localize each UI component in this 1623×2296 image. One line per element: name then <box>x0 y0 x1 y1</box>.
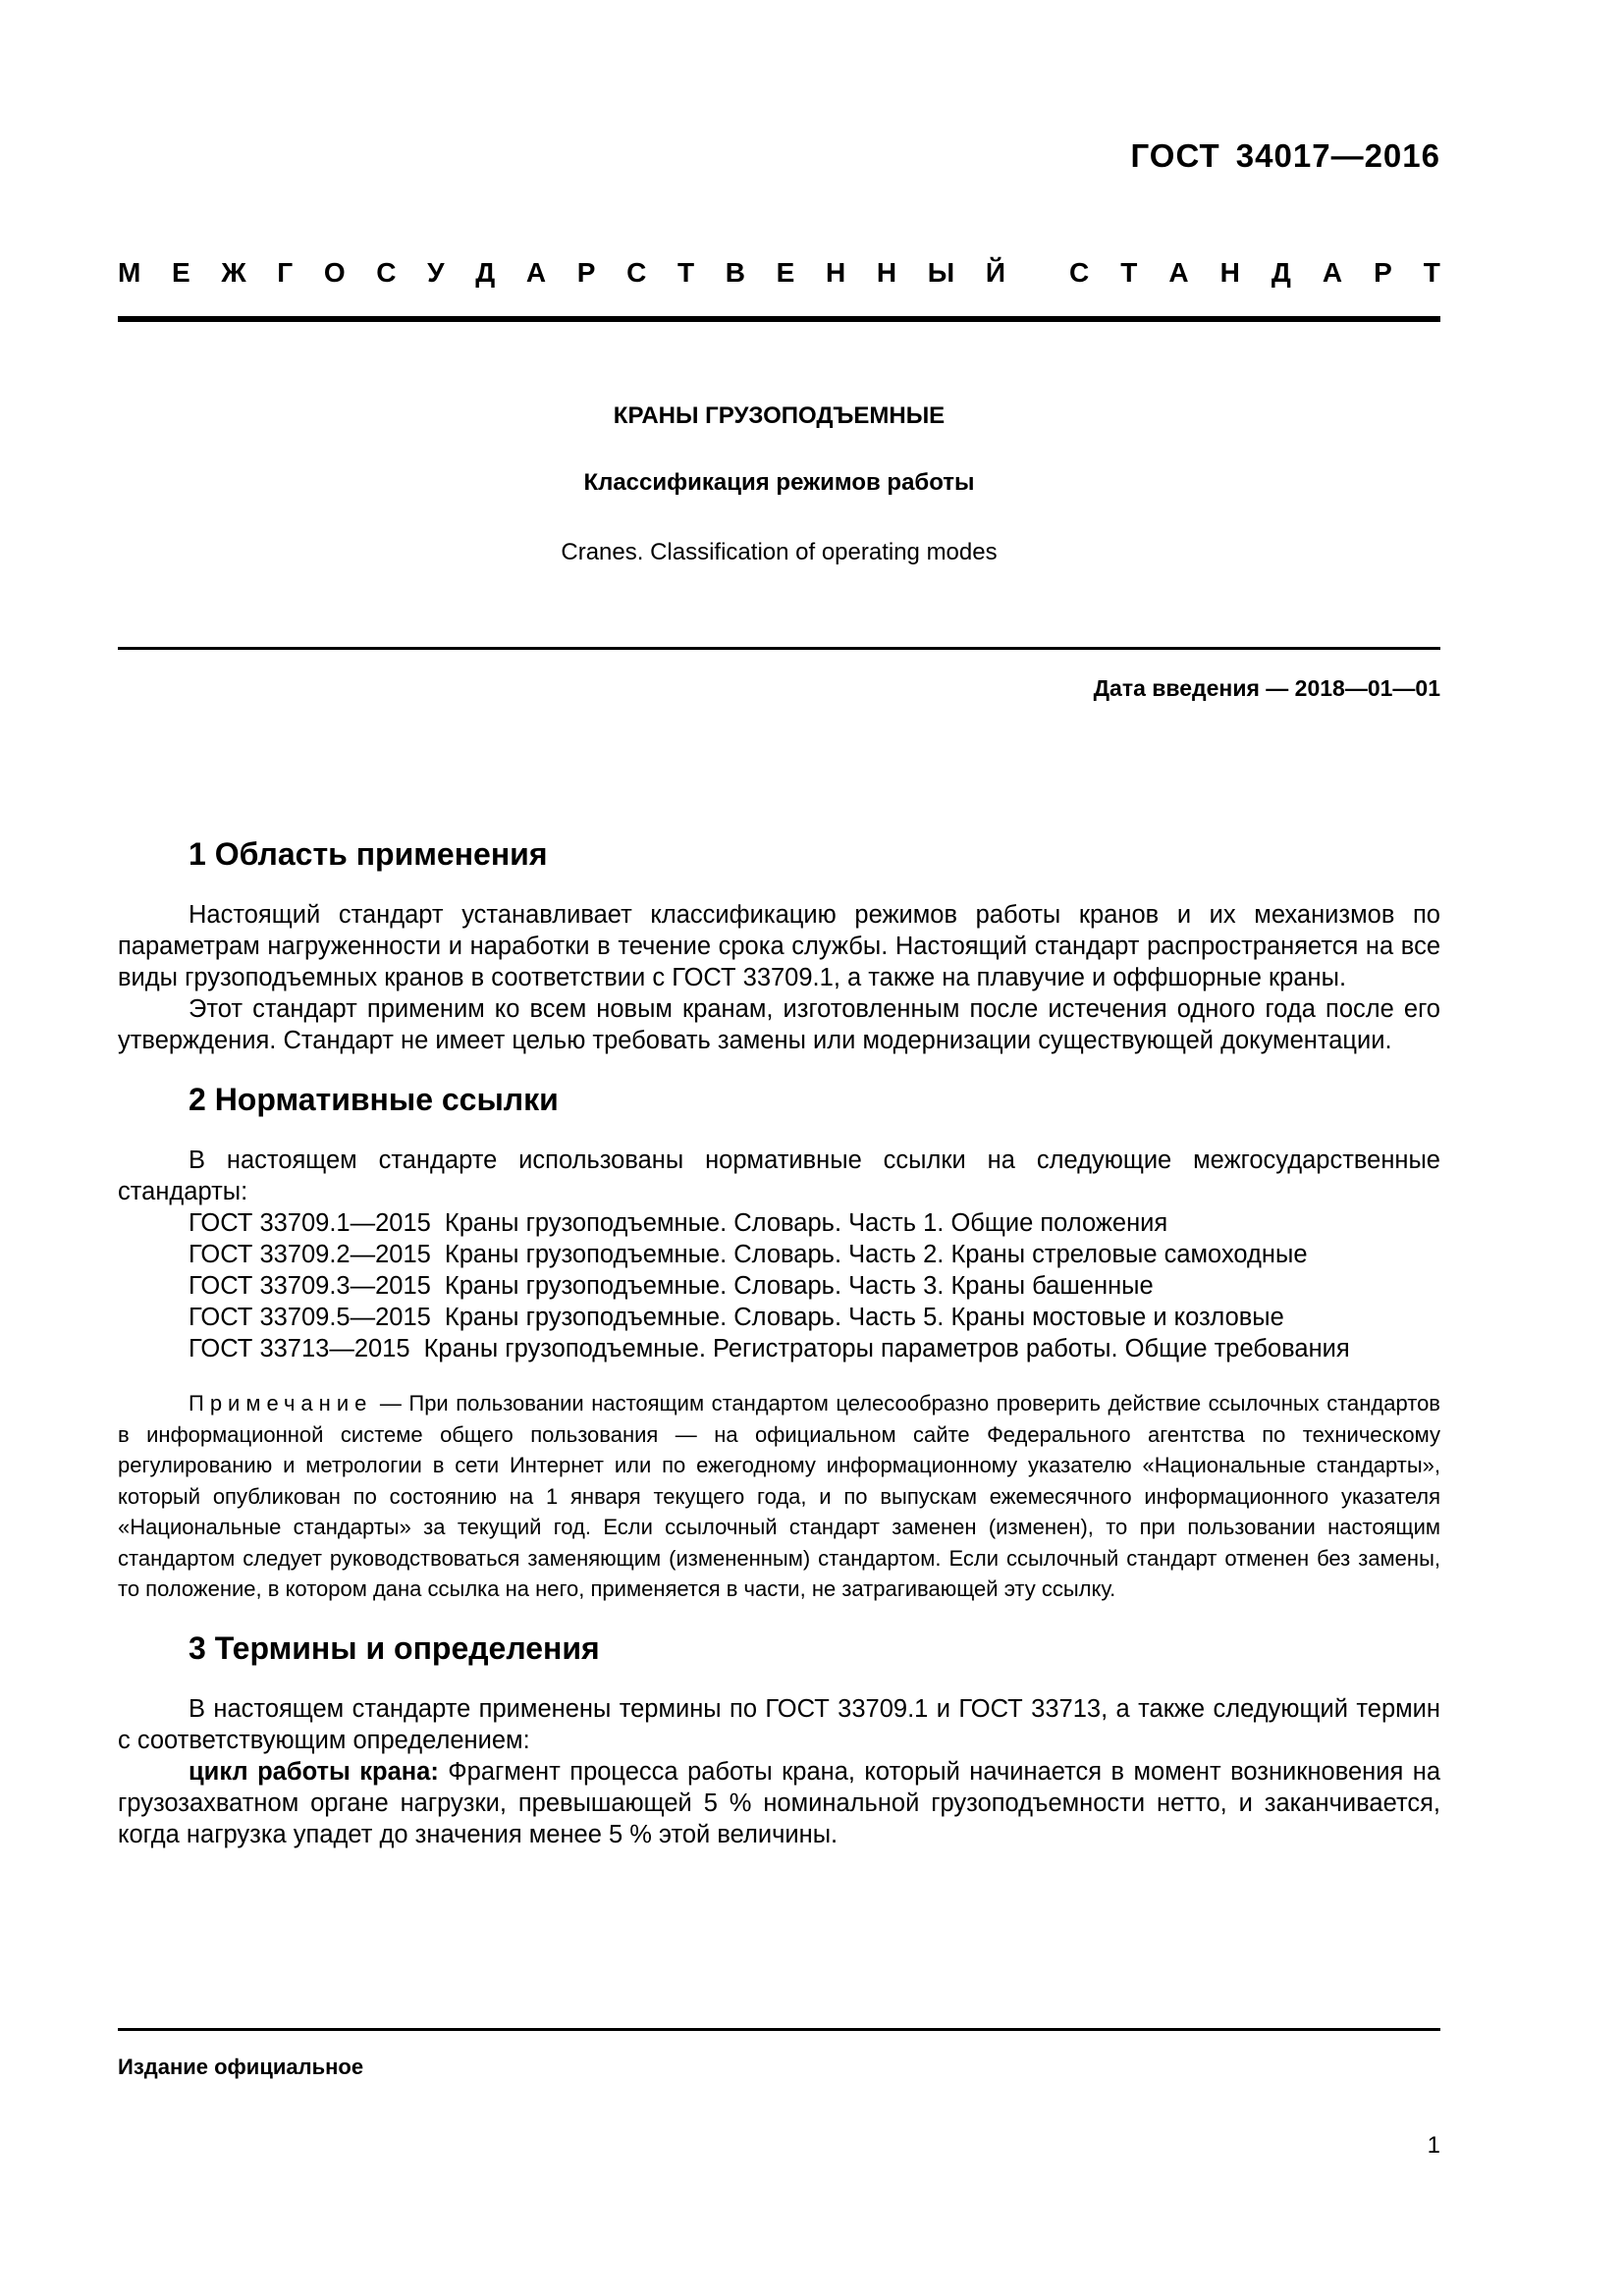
header-letter: Р <box>1374 257 1392 288</box>
header-letter: О <box>323 257 346 288</box>
reference-item <box>118 1270 1440 1302</box>
document-subtitle: Классификация режимов работы <box>583 469 975 496</box>
section-2-note <box>118 1388 1440 1605</box>
reference-title: Краны грузоподъемные. Словарь. Часть 3. Краны башенные <box>444 1272 1154 1300</box>
header-letter: Н <box>825 257 846 288</box>
header-letter: А <box>525 257 547 288</box>
reference-item <box>118 1207 1440 1239</box>
reference-code: ГОСТ 33713—2015 <box>189 1335 410 1362</box>
document-title-english: Cranes. Classification of operating modes <box>561 539 998 565</box>
reference-title: Краны грузоподъемные. Словарь. Часть 2. Краны стреловые самоходные <box>444 1241 1308 1268</box>
reference-item <box>118 1239 1440 1270</box>
section-1-paragraph-2: Этот стандарт применим ко всем новым кранам, изготовленным после истечения одного года после его утверждения. Стандарт не имеет целью требовать замены или модернизации существующей документации. <box>118 995 1440 1054</box>
header-letter: Д <box>1271 257 1291 288</box>
header-letter: Д <box>475 257 496 288</box>
section-3-intro: В настоящем стандарте применены термины по ГОСТ 33709.1 и ГОСТ 33713, а также следующий термин с соответствующим определением: <box>118 1694 1440 1754</box>
standard-type-header <box>118 257 1440 289</box>
standard-type-word-1 <box>118 257 1005 289</box>
header-letter: В <box>725 257 745 288</box>
section-1-heading: 1 Область применения <box>189 836 548 872</box>
note-text: — При пользовании настоящим стандартом целесообразно проверить действие ссылочных стандартов в информационной системе общего пользования — на официальном сайте Федерального агентства по техническому регулированию и метрологии в сети Интернет или по ежегодному информационному указателю «Национальные стандарты», который опубликован по состоянию на 1 января текущего года, и по выпускам ежемесячного информационного указателя «Национальные стандарты» за текущий год. Если ссылочный стандарт заменен (изменен), то при пользовании настоящим стандартом следует руководствоваться заменяющим (измененным) стандартом. Если ссылочный стандарт отменен без замены, то положение, в котором дана ссылка на него, применяется в части, не затрагивающей эту ссылку. <box>118 1391 1440 1601</box>
section-2-intro: В настоящем стандарте использованы нормативные ссылки на следующие межгосударственные стандарты: <box>118 1147 1440 1205</box>
header-letter: А <box>1168 257 1189 288</box>
reference-item <box>118 1333 1440 1364</box>
document-title: КРАНЫ ГРУЗОПОДЪЕМНЫЕ <box>613 402 946 429</box>
document-code: ГОСТ 34017—2016 <box>1130 137 1440 174</box>
footer-rule <box>118 2028 1440 2031</box>
header-letter: Ж <box>221 257 246 288</box>
section-1-paragraph-1: Настоящий стандарт устанавливает классификацию режимов работы кранов и их механизмов по параметрам нагруженности и наработки в течение срока службы. Настоящий стандарт распространяется на все виды грузоподъемных кранов в соответствии с ГОСТ 33709.1, а также на плавучие и оффшорные краны. <box>118 901 1440 991</box>
header-letter: С <box>376 257 397 288</box>
document-page <box>118 0 1440 2296</box>
header-letter: М <box>118 257 141 288</box>
header-letter: Т <box>676 257 695 288</box>
header-letter: Р <box>576 257 596 288</box>
header-letter: Ы <box>927 257 955 288</box>
section-3-heading: 3 Термины и определения <box>189 1629 600 1666</box>
header-letter: С <box>1069 257 1090 288</box>
introduction-date: Дата введения — 2018—01—01 <box>1093 675 1440 701</box>
reference-title: Краны грузоподъемные. Регистраторы параметров работы. Общие требования <box>423 1335 1350 1362</box>
reference-item <box>118 1302 1440 1333</box>
header-letter: А <box>1322 257 1343 288</box>
title-rule <box>118 647 1440 650</box>
page-number: 1 <box>1427 2132 1440 2159</box>
header-letter: Н <box>1219 257 1240 288</box>
section-2-heading: 2 Нормативные ссылки <box>189 1082 559 1117</box>
header-letter: С <box>626 257 647 288</box>
header-letter: Т <box>1120 257 1138 288</box>
standard-type-word-2 <box>1069 257 1440 289</box>
reference-code: ГОСТ 33709.1—2015 <box>189 1209 431 1237</box>
term-text: Фрагмент процесса работы крана, который начинается в момент возникновения на грузозахватном органе нагрузки, превышающей 5 % номинальной грузоподъемности нетто, и заканчивается, когда нагрузка упадет до значения менее 5 % этой величины. <box>118 1757 1441 1848</box>
header-letter: Е <box>776 257 795 288</box>
edition-label: Издание официальное <box>118 2055 364 2079</box>
reference-title: Краны грузоподъемные. Словарь. Часть 1. Общие положения <box>444 1209 1168 1237</box>
reference-list <box>118 1207 1440 1364</box>
header-letter: Е <box>171 257 190 288</box>
reference-code: ГОСТ 33709.5—2015 <box>189 1304 431 1331</box>
note-label: Примечание <box>189 1391 373 1415</box>
document-body <box>118 834 1440 1850</box>
header-letter: Г <box>277 257 294 288</box>
term-name: цикл работы крана: <box>189 1757 439 1786</box>
reference-code: ГОСТ 33709.3—2015 <box>189 1272 431 1300</box>
header-rule <box>118 316 1440 322</box>
header-letter: Й <box>985 257 1005 288</box>
header-letter: У <box>427 257 445 288</box>
term-definition <box>118 1756 1440 1850</box>
reference-code: ГОСТ 33709.2—2015 <box>189 1241 431 1268</box>
header-letter: Т <box>1423 257 1440 288</box>
reference-title: Краны грузоподъемные. Словарь. Часть 5. Краны мостовые и козловые <box>444 1304 1284 1331</box>
header-letter: Н <box>876 257 897 288</box>
